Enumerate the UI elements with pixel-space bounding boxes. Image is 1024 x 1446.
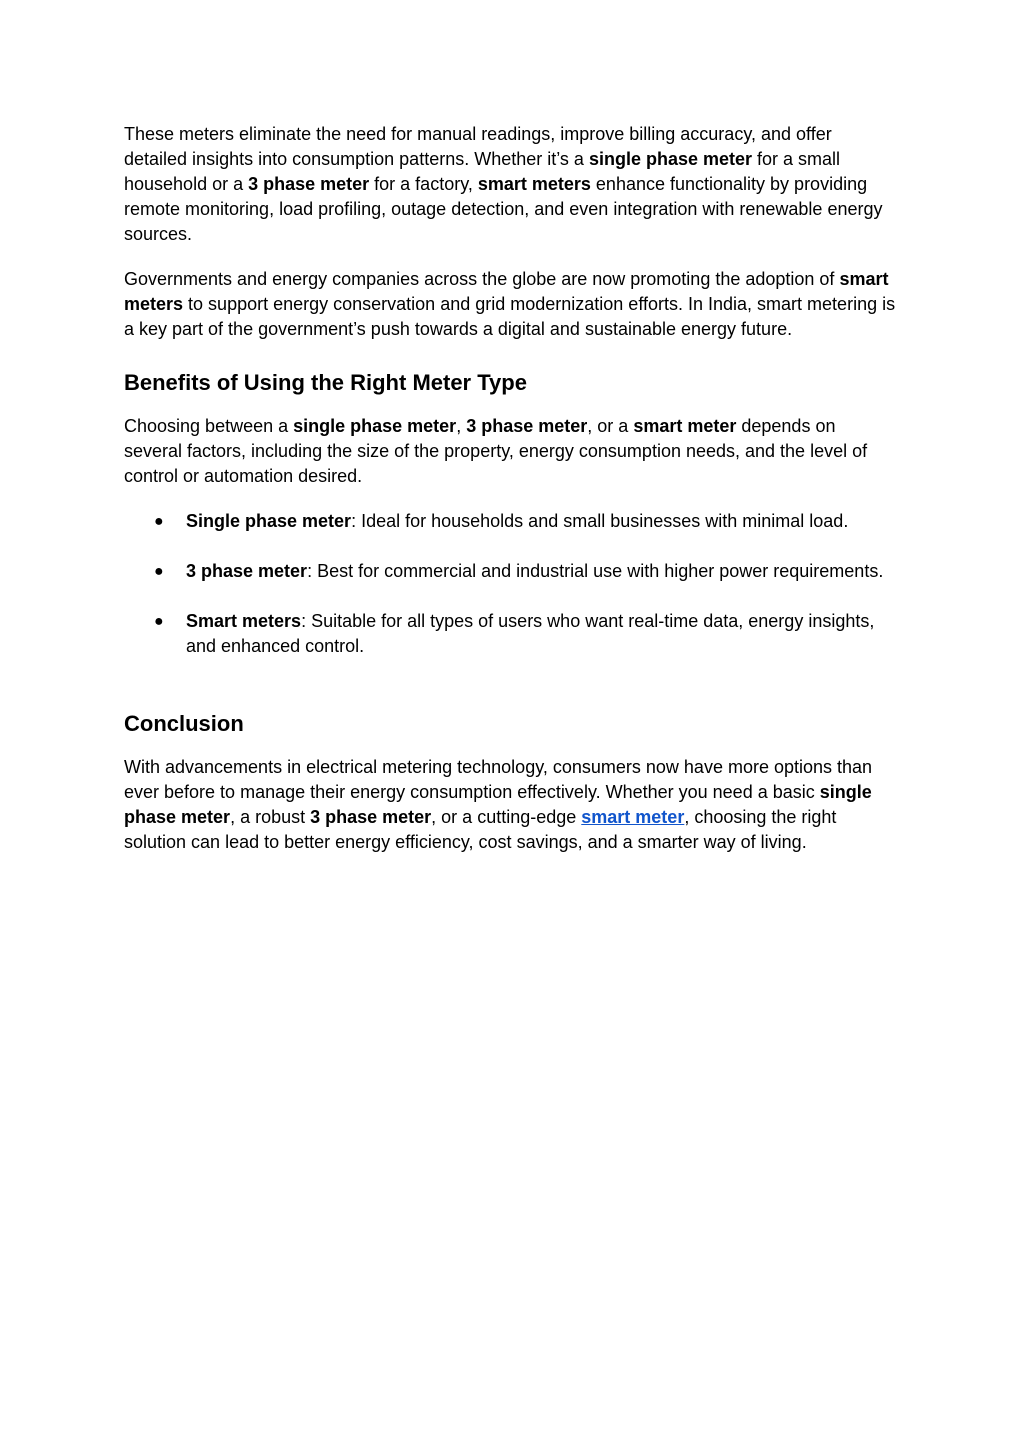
- paragraph-adoption: [124, 267, 896, 342]
- list-item: [124, 509, 896, 534]
- paragraph-meter-benefits: [124, 122, 896, 247]
- text-run: These meters eliminate the need for manual readings, improve billing accuracy, and offer detailed insights into consumption patterns. Whether it’s a: [124, 124, 832, 169]
- text-run: depends on several factors, including the size of the property, energy consumption needs, and the level of control or automation desired.: [124, 416, 868, 486]
- text-run: for a small household or a: [124, 149, 841, 194]
- text-run: for a factory,: [369, 174, 478, 194]
- bold-term: 3 phase meter: [248, 174, 370, 194]
- bold-term: 3 phase meter: [310, 807, 432, 827]
- text-run: , or a cutting-edge: [431, 807, 582, 827]
- bold-term: smart meters: [124, 269, 889, 314]
- bold-term: single phase meter: [588, 149, 753, 169]
- bold-term: smart meters: [477, 174, 591, 194]
- bold-term: single phase meter: [293, 416, 457, 436]
- bullet-icon: ●: [154, 513, 164, 530]
- text-run: enhance functionality by providing remote monitoring, load profiling, outage detection, and even integration with renewable energy sources.: [124, 174, 883, 244]
- bold-term: smart meter: [633, 416, 737, 436]
- list-item-description: : Best for commercial and industrial use with higher power requirements.: [307, 561, 884, 581]
- heading-conclusion: Conclusion: [124, 711, 244, 736]
- text-run: , choosing the right solution can lead to better energy efficiency, cost savings, and a smarter way of living.: [124, 807, 837, 852]
- list-item-term: Single phase meter: [186, 511, 352, 531]
- list-item-term: Smart meters: [186, 611, 302, 631]
- list-item-term: 3 phase meter: [186, 561, 308, 581]
- text-run: ,: [456, 416, 467, 436]
- text-run: to support energy conservation and grid modernization efforts. In India, smart metering is a key part of the government’s push towards a digital and sustainable energy future.: [124, 294, 896, 339]
- text-run: Choosing between a: [124, 416, 294, 436]
- meter-type-list: [124, 509, 896, 659]
- text-run: With advancements in electrical metering technology, consumers now have more options than ever before to manage their energy consumption effectively. Whether you need a basic: [124, 757, 873, 802]
- document-page: [124, 122, 896, 855]
- list-item: [124, 609, 896, 659]
- paragraph-conclusion: [124, 755, 896, 855]
- text-run: , a robust: [230, 807, 311, 827]
- bullet-icon: ●: [154, 563, 164, 580]
- heading-benefits: Benefits of Using the Right Meter Type: [124, 370, 527, 395]
- list-item-description: : Ideal for households and small businesses with minimal load.: [351, 511, 849, 531]
- smart-meter-link[interactable]: smart meter: [581, 807, 685, 827]
- bold-term: single phase meter: [124, 782, 872, 827]
- paragraph-choosing: [124, 414, 896, 489]
- text-run: Governments and energy companies across the globe are now promoting the adoption of: [124, 269, 840, 289]
- bullet-icon: ●: [154, 613, 164, 630]
- text-run: , or a: [587, 416, 634, 436]
- list-item: [124, 559, 896, 584]
- list-item-description: : Suitable for all types of users who want real-time data, energy insights, and enhanced control.: [186, 611, 875, 656]
- bold-term: 3 phase meter: [466, 416, 588, 436]
